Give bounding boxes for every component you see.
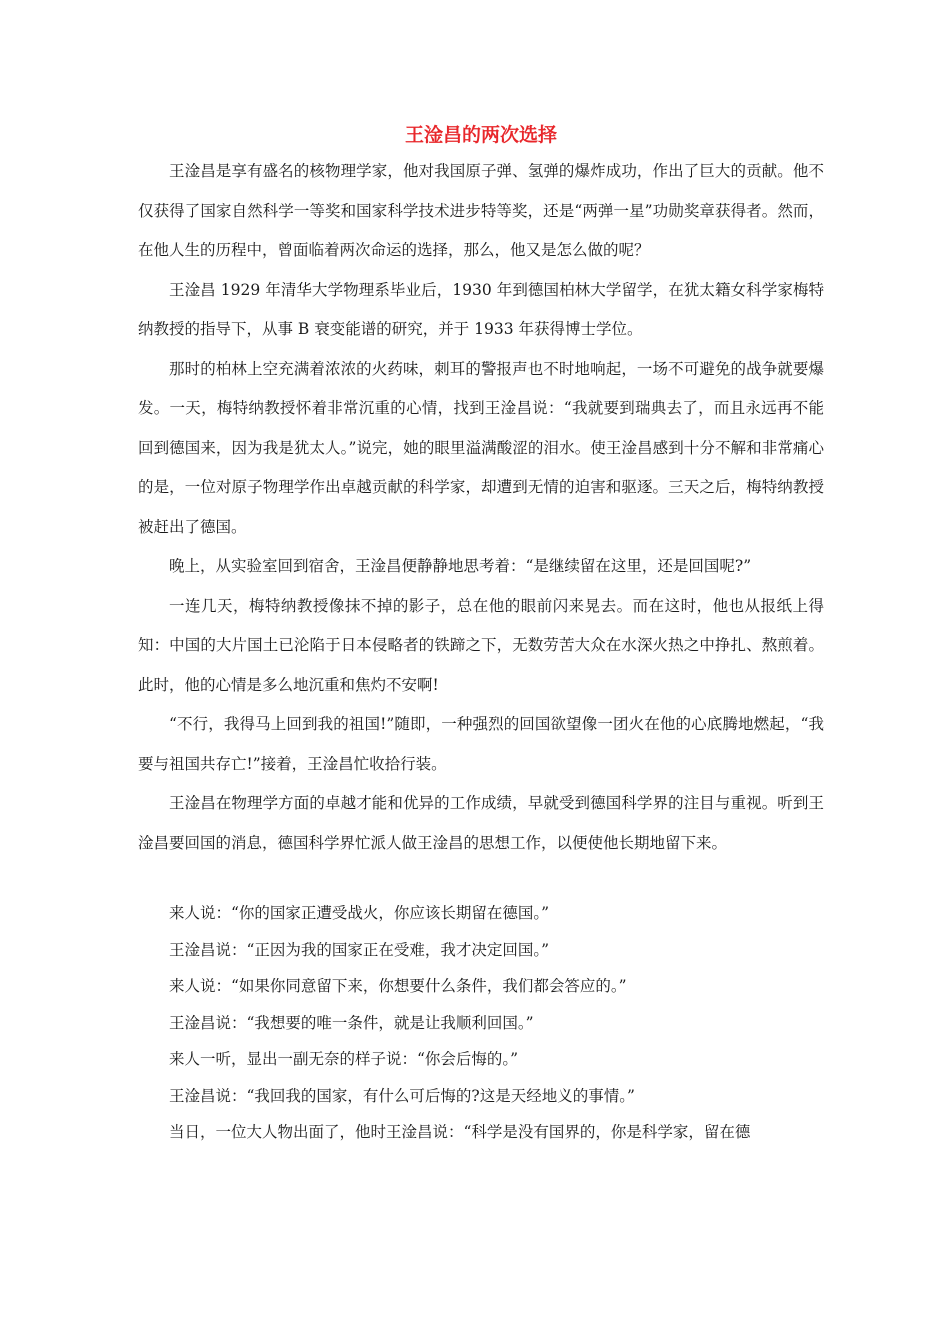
document-page (138, 118, 824, 1151)
paragraph-evening: 晚上，从实验室回到宿舍，王淦昌便静静地思考着：“是继续留在这里，还是回国呢?” (169, 557, 752, 575)
paragraph-intro: 王淦昌是享有盛名的核物理学家，他对我国原子弹、氢弹的爆炸成功，作出了巨大的贡献。他不仅获得了国家自然科学一等奖和国家科学技术进步特等奖，还是“两弹一星”功勋奖章获得者。然而，在他人生的历程中，曾面临着两次命运的选择，那么，他又是怎么做的呢？ (138, 162, 824, 259)
paragraph-education: 王淦昌 1929 年清华大学物理系毕业后，1930 年到德国柏林大学留学，在犹太籍女科学家梅特纳教授的指导下，从事 B 衰变能谱的研究，并于 1933 年获得博士学位。 (138, 280, 824, 338)
dialogue-line: 王淦昌说：“我想要的唯一条件，就是让我顺利回国。” (169, 1013, 534, 1032)
dialogue-line: 王淦昌说：“我回我的国家，有什么可后悔的?这是天经地义的事情。” (169, 1086, 635, 1105)
dialogue-line: 来人说：“你的国家正遭受战火，你应该长期留在德国。” (169, 904, 550, 922)
dialogue-line: 当日，一位大人物出面了，他时王淦昌说：“科学是没有国界的，你是科学家，留在德 (169, 1123, 751, 1141)
dialogue-line: 来人一听，显出一副无奈的样子说：“你会后悔的。” (169, 1050, 519, 1068)
paragraph-decision: “不行，我得马上回到我的祖国!”随即，一种强烈的回国欲望像一团火在他的心底腾地燃起，“我要与祖国共存亡!”接着，王淦昌忙收拾行装。 (138, 715, 824, 773)
document-title: 王淦昌的两次选择 (404, 124, 557, 146)
paragraph-persuasion: 王淦昌在物理学方面的卓越才能和优异的工作成绩，早就受到德国科学界的注目与重视。听到王淦昌要回国的消息，德国科学界忙派人做王淦昌的思想工作，以便使他长期地留下来。 (138, 794, 824, 852)
paragraph-berlin: 那时的柏林上空充满着浓浓的火药味，刺耳的警报声也不时地响起，一场不可避免的战争就要爆发。一天，梅特纳教授怀着非常沉重的心情，找到王淦昌说：“我就要到瑞典去了，而且永远再不能回到德国来，因为我是犹太人。”说完，她的眼里溢满酸涩的泪水。使王淦昌感到十分不解和非常痛心的是，一位对原子物理学作出卓越贡献的科学家，却遭到无情的迫害和驱逐。三天之后，梅特纳教授被赶出了德国。 (138, 359, 824, 536)
paragraph-news: 一连几天，梅特纳教授像抹不掉的影子，总在他的眼前闪来晃去。而在这时，他也从报纸上得知：中国的大片国土已沦陷于日本侵略者的铁蹄之下，无数劳苦大众在水深火热之中挣扎、熬煎着。此时，他的心情是多么地沉重和焦灼不安啊! (138, 596, 824, 694)
paragraph-spacer (138, 863, 824, 895)
dialogue-line: 来人说：“如果你同意留下来，你想要什么条件，我们都会答应的。” (169, 977, 627, 995)
dialogue-line: 王淦昌说：“正因为我的国家正在受难，我才决定回国。” (169, 940, 550, 959)
